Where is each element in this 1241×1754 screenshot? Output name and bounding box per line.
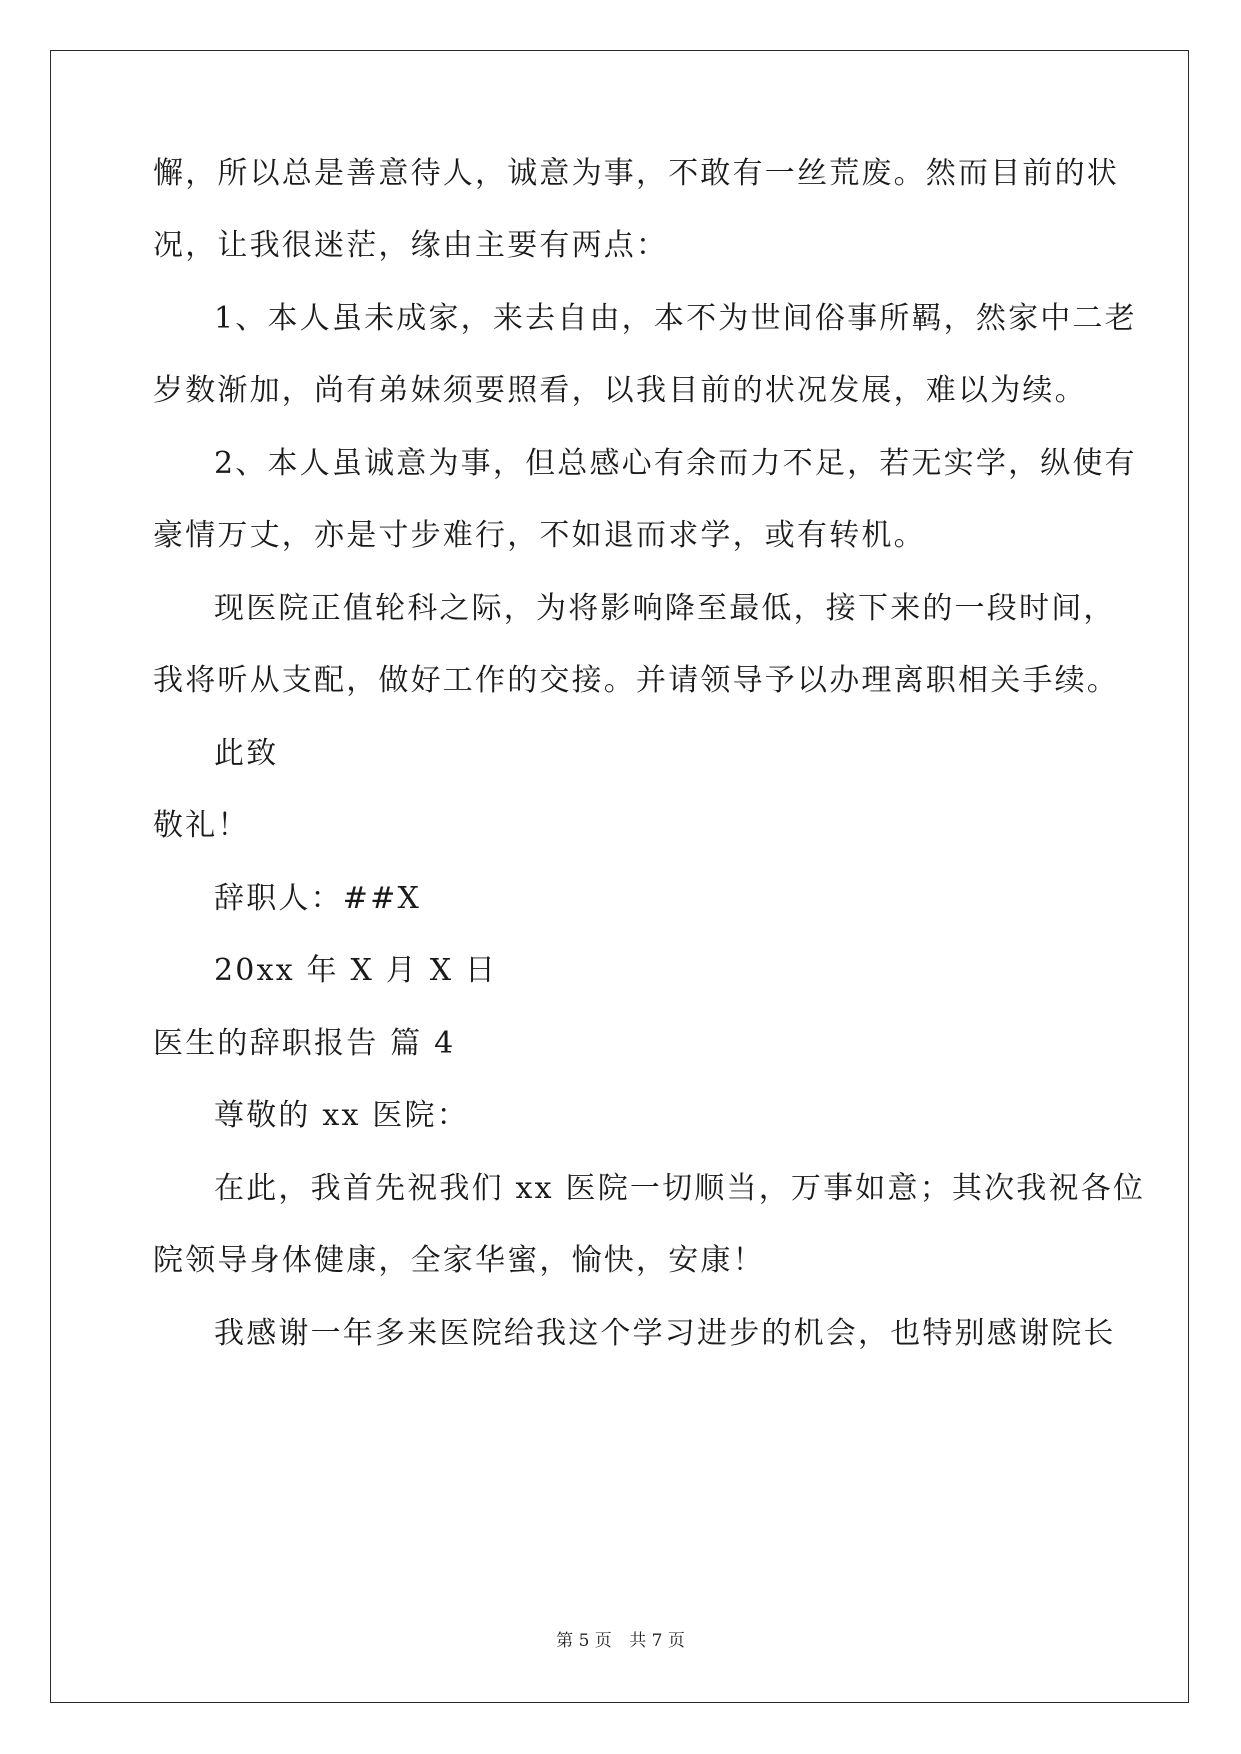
page-number: 第 5 页 (556, 1631, 612, 1651)
signature-line: 辞职人：##X (214, 881, 422, 916)
closing-regards: 敬礼！ (153, 808, 250, 843)
greeting-line: 尊敬的 xx 医院： (214, 1098, 469, 1133)
page-total: 共 7 页 (629, 1631, 685, 1651)
body-line: 豪情万丈，亦是寸步难行，不如退而求学，或有转机。 (153, 518, 926, 553)
body-line: 2、本人虽诚意为事，但总感心有余而力不足，若无实学，纵使有 (214, 446, 1137, 481)
body-line: 况，让我很迷茫，缘由主要有两点： (153, 228, 669, 263)
body-line: 我将听从支配，做好工作的交接。并请领导予以办理离职相关手续。 (153, 663, 1119, 698)
body-line: 现医院正值轮科之际，为将影响降至最低，接下来的一段时间， (214, 591, 1116, 626)
body-line: 懈，所以总是善意待人，诚意为事，不敢有一丝荒废。然而目前的状 (153, 156, 1119, 191)
body-line: 在此，我首先祝我们 xx 医院一切顺当，万事如意；其次我祝各位 (214, 1171, 1146, 1206)
body-line: 岁数渐加，尚有弟妹须要照看，以我目前的状况发展，难以为续。 (153, 373, 1087, 408)
page-border (50, 50, 1189, 1703)
closing-salutation: 此致 (214, 736, 279, 771)
page-footer (0, 1631, 1241, 1651)
section-heading: 医生的辞职报告 篇 4 (153, 1026, 456, 1061)
body-line: 我感谢一年多来医院给我这个学习进步的机会，也特别感谢院长 (214, 1316, 1116, 1351)
body-line: 1、本人虽未成家，来去自由，本不为世间俗事所羁，然家中二老 (214, 301, 1137, 336)
body-line: 院领导身体健康，全家华蜜，愉快，安康！ (153, 1243, 765, 1278)
date-line: 20xx 年 X 月 X 日 (214, 953, 498, 988)
